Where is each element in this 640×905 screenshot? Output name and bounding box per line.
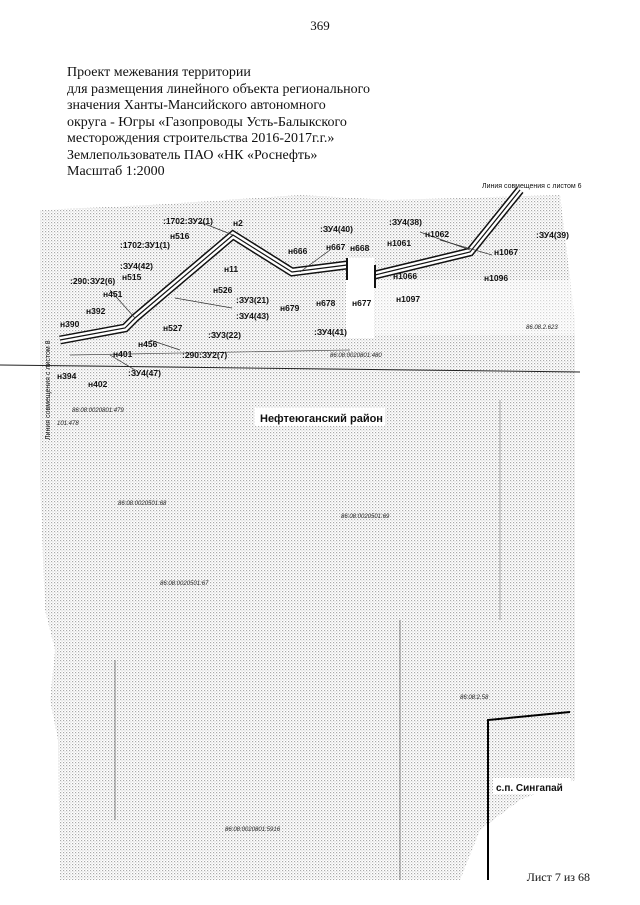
point-label: н527 xyxy=(163,323,183,333)
point-label: н11 xyxy=(224,264,239,274)
page-number: 369 xyxy=(310,18,330,33)
cadastral-number: 86:08:2.58 xyxy=(460,695,489,701)
point-label: н516 xyxy=(170,231,190,241)
map-area xyxy=(0,180,640,880)
point-label: н1097 xyxy=(396,294,421,304)
cadastral-number: 86:08:0020801:479 xyxy=(72,408,124,414)
point-label: н392 xyxy=(86,306,106,316)
parcel-label: :ЗУ3(21) xyxy=(236,295,269,305)
parcel-label: :ЗУ4(41) xyxy=(314,327,347,337)
title-line: для размещения линейного объекта регионального xyxy=(67,81,371,97)
district-label: Нефтеюганский район xyxy=(260,413,383,425)
parcel-label: :ЗУ4(39) xyxy=(536,230,569,240)
match-line-label: Линия совмещения с листом 6 xyxy=(482,183,582,190)
cadastral-number: 86:08:0020801:480 xyxy=(330,353,382,359)
title-line: округа - Югры «Газопроводы Усть-Балыкского xyxy=(67,114,347,130)
cadastral-number: 86:08:0020501:68 xyxy=(118,501,167,507)
title-block xyxy=(67,65,370,181)
title-line: месторождения строительства 2016-2017г.г.» xyxy=(67,131,335,146)
point-label: н678 xyxy=(316,298,336,308)
parcel-label: :1702:ЗУ2(1) xyxy=(163,216,213,226)
cadastral-number: 86.08.2.623 xyxy=(526,325,558,331)
point-label: н401 xyxy=(113,349,133,359)
title-line: Землепользователь ПАО «НК «Роснефть» xyxy=(67,147,318,163)
match-line-label: Линия совмещения с листом 8 xyxy=(45,340,52,440)
parcel-label: :ЗУ4(47) xyxy=(128,368,161,378)
parcel-label: :290:ЗУ2(7) xyxy=(182,350,228,360)
point-label: н394 xyxy=(57,371,77,381)
title-line: значения Ханты-Мансийского автономного xyxy=(67,98,326,113)
point-label: н515 xyxy=(122,272,142,282)
point-label: н1062 xyxy=(425,229,450,239)
cadastral-number: 86:08:0020501:69 xyxy=(341,514,390,520)
parcel-label: :ЗУ4(42) xyxy=(120,261,153,271)
point-label: н679 xyxy=(280,303,300,313)
parcel-label: :ЗУ4(43) xyxy=(236,311,269,321)
title-line: Проект межевания территории xyxy=(67,65,251,80)
point-label: н402 xyxy=(88,379,108,389)
cadastral-number: 101:478 xyxy=(57,421,79,427)
cadastral-number: 86:08:0020801:5916 xyxy=(225,827,281,833)
point-label: н390 xyxy=(60,319,80,329)
scale-label: Масштаб 1:2000 xyxy=(67,164,165,179)
parcel-label: :ЗУ4(38) xyxy=(389,217,422,227)
point-label: н456 xyxy=(138,339,158,349)
settlement-label: с.п. Сингапай xyxy=(496,783,563,794)
parcel-label: :ЗУ3(22) xyxy=(208,330,241,340)
parcel-label: :1702:ЗУ1(1) xyxy=(120,240,170,250)
cadastral-number: 86:08:0020501:67 xyxy=(160,581,209,587)
point-label: н677 xyxy=(352,298,372,308)
point-label: н668 xyxy=(350,243,370,253)
point-label: н451 xyxy=(103,289,123,299)
parcel-label: :ЗУ4(40) xyxy=(320,224,353,234)
point-label: н2 xyxy=(233,218,243,228)
point-label: н1067 xyxy=(494,247,519,257)
point-label: н1096 xyxy=(484,273,509,283)
point-label: н526 xyxy=(213,285,233,295)
parcel-label: :290:ЗУ2(6) xyxy=(70,276,116,286)
point-label: н666 xyxy=(288,246,308,256)
point-label: н1061 xyxy=(387,238,412,248)
point-label: н667 xyxy=(326,242,346,252)
point-label: н1066 xyxy=(393,271,418,281)
map-svg xyxy=(0,180,640,880)
sheet-number: Лист 7 из 68 xyxy=(526,870,590,884)
